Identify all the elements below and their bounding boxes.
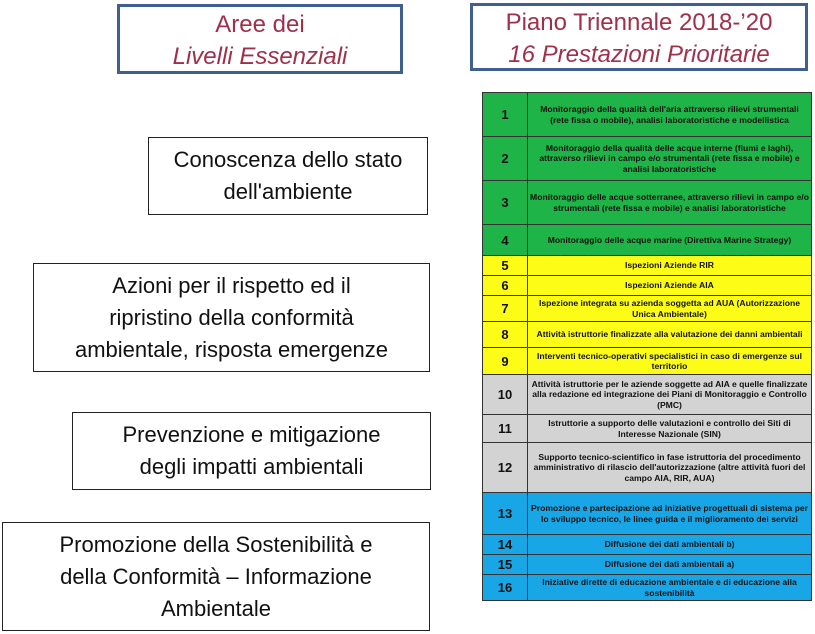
row-number: 6 — [483, 276, 528, 296]
row-number: 16 — [483, 575, 528, 601]
row-description: Ispezione integrata su azienda soggetta ad AUA (Autorizzazione Unica Ambientale) — [528, 296, 812, 322]
row-number: 12 — [483, 443, 528, 493]
header-piano-triennale — [470, 3, 808, 71]
row-description: Monitoraggio della qualità dell'aria attraverso rilievi strumentali (rete fissa o mobile), analisi laboratoristiche e modellistica — [528, 93, 812, 137]
header-left-line2: Livelli Essenziali — [172, 43, 348, 70]
table-row — [483, 443, 812, 493]
row-description: Monitoraggio delle acque sotterranee, attraverso rilievi in campo e/o strumentali (rete fissa e mobile) e analisi laboratoristiche — [528, 181, 812, 225]
row-description: Interventi tecnico-operativi specialistici in caso di emergenze sul territorio — [528, 348, 812, 375]
row-description: Supporto tecnico-scientifico in fase istruttoria del procedimento amministrativo di rilascio dell'autorizzazione (altre attività fuori del campo AIA, RIR, AUA) — [528, 443, 812, 493]
row-number: 4 — [483, 225, 528, 256]
table-row — [483, 225, 812, 256]
table-row — [483, 348, 812, 375]
header-livelli-essenziali — [117, 4, 403, 74]
area-azioni-conformita: Azioni per il rispetto ed il ripristino della conformità ambientale, risposta emergenze — [33, 263, 430, 372]
row-description: Promozione e partecipazione ad iniziative progettuali di sistema per lo sviluppo tecnico, le linee guida e il miglioramento dei servizi — [528, 493, 812, 535]
table-row — [483, 93, 812, 137]
row-number: 1 — [483, 93, 528, 137]
row-description: Ispezioni Aziende RIR — [528, 256, 812, 276]
table-row — [483, 415, 812, 443]
row-description: Iniziative dirette di educazione ambientale e di educazione alla sostenibilità — [528, 575, 812, 601]
row-number: 5 — [483, 256, 528, 276]
row-description: Monitoraggio delle acque marine (Direttiva Marine Strategy) — [528, 225, 812, 256]
row-number: 13 — [483, 493, 528, 535]
row-description: Monitoraggio della qualità delle acque interne (fiumi e laghi), attraverso rilievi in campo e/o strumentali (rete fissa e mobile) e analisi laboratoristiche — [528, 137, 812, 181]
header-right-line2: 16 Prestazioni Prioritarie — [508, 41, 770, 68]
row-number: 9 — [483, 348, 528, 375]
row-description: Ispezioni Aziende AIA — [528, 276, 812, 296]
row-description: Attività istruttorie finalizzate alla valutazione dei danni ambientali — [528, 322, 812, 348]
table-row — [483, 535, 812, 555]
table-row — [483, 555, 812, 575]
row-description: Istruttorie a supporto delle valutazioni e controllo dei Siti di Interesse Nazionale (SIN) — [528, 415, 812, 443]
row-number: 10 — [483, 375, 528, 415]
area-promozione: Promozione della Sostenibilità e della Conformità – Informazione Ambientale — [2, 522, 430, 631]
row-description: Diffusione dei dati ambientali a) — [528, 555, 812, 575]
area-conoscenza: Conoscenza dello stato dell'ambiente — [148, 137, 428, 215]
row-number: 8 — [483, 322, 528, 348]
row-description: Diffusione dei dati ambientali b) — [528, 535, 812, 555]
table-row — [483, 256, 812, 276]
table-row — [483, 296, 812, 322]
table-row — [483, 493, 812, 535]
row-number: 7 — [483, 296, 528, 322]
table-row — [483, 276, 812, 296]
row-number: 15 — [483, 555, 528, 575]
row-description: Attività istruttorie per le aziende soggette ad AIA e quelle finalizzate alla redazione ed integrazione dei Piani di Monitoraggio e Controllo (PMC) — [528, 375, 812, 415]
table-row — [483, 575, 812, 601]
row-number: 2 — [483, 137, 528, 181]
prestazioni-table — [482, 92, 812, 601]
area-prevenzione: Prevenzione e mitigazione degli impatti ambientali — [72, 412, 431, 490]
row-number: 3 — [483, 181, 528, 225]
table-row — [483, 322, 812, 348]
row-number: 11 — [483, 415, 528, 443]
header-left-line1: Aree dei — [215, 11, 305, 38]
header-right-line1: Piano Triennale 2018-’20 — [505, 9, 773, 36]
table-row — [483, 137, 812, 181]
table-row — [483, 181, 812, 225]
row-number: 14 — [483, 535, 528, 555]
table-row — [483, 375, 812, 415]
